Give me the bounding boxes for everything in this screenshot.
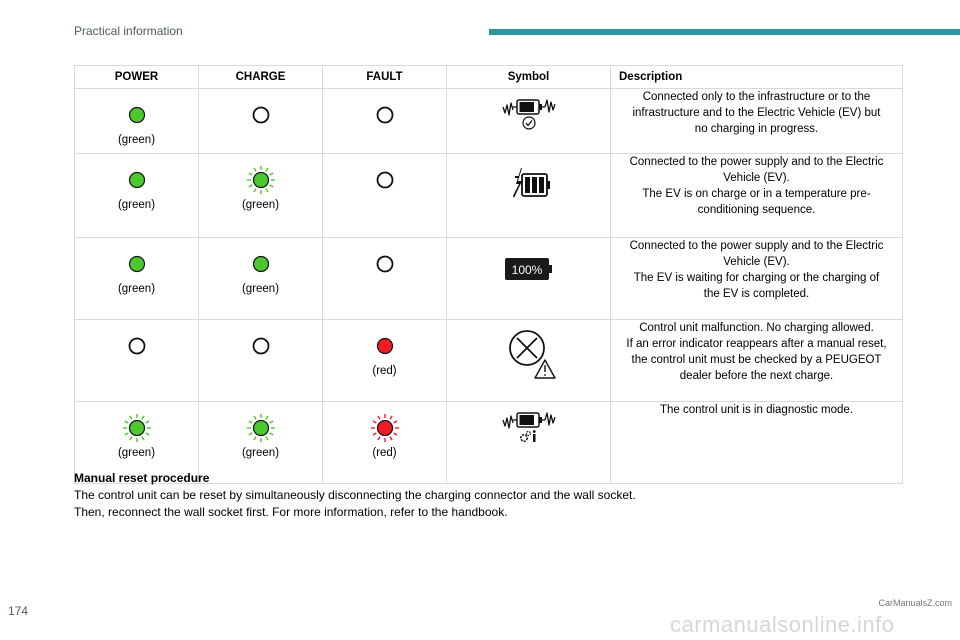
description-line: Control unit malfunction. No charging allowed. bbox=[639, 322, 874, 334]
led-color-label: (green) bbox=[117, 134, 156, 146]
description-line: Connected only to the infrastructure or to the bbox=[642, 91, 871, 103]
battery-100-icon bbox=[489, 238, 569, 302]
description-cell bbox=[611, 238, 903, 320]
table-row bbox=[75, 238, 903, 320]
charge-cell bbox=[199, 238, 323, 320]
description-line: Connected to the power supply and to the Electric bbox=[629, 156, 884, 168]
charge-led-icon bbox=[246, 249, 276, 279]
manual-reset-section bbox=[74, 470, 934, 521]
power-led-icon bbox=[122, 249, 152, 279]
reset-title: Manual reset procedure bbox=[74, 471, 210, 485]
charge-led-icon bbox=[246, 100, 276, 130]
led-color-label: (green) bbox=[241, 447, 280, 459]
small-watermark: CarManualsZ.com bbox=[878, 598, 952, 608]
battery-charging-bolt-icon bbox=[489, 154, 569, 218]
fault-led-icon bbox=[370, 331, 400, 361]
cable-battery-check-icon bbox=[489, 89, 569, 153]
description-line: The EV is waiting for charging or the charging of bbox=[633, 272, 880, 284]
led-color-label: (green) bbox=[117, 283, 156, 295]
site-watermark: carmanualsonline.info bbox=[670, 612, 895, 637]
led-status-table bbox=[74, 65, 903, 484]
reset-text-line-2: Then, reconnect the wall socket first. For more information, refer to the handbook. bbox=[74, 505, 508, 519]
fault-cell bbox=[323, 154, 447, 238]
description-cell bbox=[611, 320, 903, 402]
led-color-label: (green) bbox=[241, 199, 280, 211]
description-line: Connected to the power supply and to the Electric bbox=[629, 240, 884, 252]
power-led-icon bbox=[122, 100, 152, 130]
column-header-symbol: Symbol bbox=[447, 66, 611, 89]
led-color-label: (green) bbox=[117, 447, 156, 459]
charge-cell bbox=[199, 320, 323, 402]
power-cell bbox=[75, 89, 199, 154]
fault-cell bbox=[323, 320, 447, 402]
table-header-row bbox=[75, 66, 903, 89]
description-line: Vehicle (EV). bbox=[723, 256, 790, 268]
led-color-label: (red) bbox=[372, 447, 397, 459]
table-row bbox=[75, 89, 903, 154]
description-line: If an error indicator reappears after a manual reset, bbox=[626, 338, 887, 350]
column-header-charge: CHARGE bbox=[199, 66, 323, 89]
power-led-icon bbox=[122, 331, 152, 361]
section-title: Practical information bbox=[74, 24, 183, 38]
table-row bbox=[75, 320, 903, 402]
battery-percent-text: 100% bbox=[511, 263, 542, 277]
fault-led-icon bbox=[370, 165, 400, 195]
description-line: the EV is completed. bbox=[703, 288, 810, 300]
fault-led-icon bbox=[370, 413, 400, 443]
description-line: conditioning sequence. bbox=[697, 204, 816, 216]
fault-led-icon bbox=[370, 100, 400, 130]
symbol-cell bbox=[447, 320, 611, 402]
reset-text-line-1: The control unit can be reset by simultaneously disconnecting the charging connector and the wall socket. bbox=[74, 488, 636, 502]
description-line: no charging in progress. bbox=[694, 123, 819, 135]
power-led-icon bbox=[122, 413, 152, 443]
fault-cell bbox=[323, 89, 447, 154]
column-header-description: Description bbox=[611, 66, 903, 89]
fault-cross-warning-icon bbox=[489, 320, 569, 384]
description-cell bbox=[611, 154, 903, 238]
charge-cell bbox=[199, 89, 323, 154]
column-header-power: POWER bbox=[75, 66, 199, 89]
charge-led-icon bbox=[246, 331, 276, 361]
description-cell bbox=[611, 89, 903, 154]
led-color-label: (red) bbox=[372, 365, 397, 377]
symbol-cell bbox=[447, 154, 611, 238]
power-cell bbox=[75, 320, 199, 402]
header-accent-bar bbox=[489, 29, 960, 35]
column-header-fault: FAULT bbox=[323, 66, 447, 89]
description-line: Vehicle (EV). bbox=[723, 172, 790, 184]
charge-cell bbox=[199, 154, 323, 238]
description-line: dealer before the next charge. bbox=[679, 370, 834, 382]
cable-battery-diagnostic-icon bbox=[489, 402, 569, 466]
description-line: The EV is on charge or in a temperature pre- bbox=[642, 188, 871, 200]
symbol-cell bbox=[447, 89, 611, 154]
fault-cell bbox=[323, 238, 447, 320]
description-line: The control unit is in diagnostic mode. bbox=[659, 404, 854, 416]
symbol-cell bbox=[447, 238, 611, 320]
led-color-label: (green) bbox=[117, 199, 156, 211]
power-cell bbox=[75, 238, 199, 320]
fault-led-icon bbox=[370, 249, 400, 279]
charge-led-icon bbox=[246, 413, 276, 443]
description-line: infrastructure and to the Electric Vehicle (EV) but bbox=[632, 107, 881, 119]
description-line: the control unit must be checked by a PEUGEOT bbox=[631, 354, 882, 366]
led-color-label: (green) bbox=[241, 283, 280, 295]
power-led-icon bbox=[122, 165, 152, 195]
table-row bbox=[75, 154, 903, 238]
charge-led-icon bbox=[246, 165, 276, 195]
power-cell bbox=[75, 154, 199, 238]
page-number: 174 bbox=[8, 604, 29, 618]
